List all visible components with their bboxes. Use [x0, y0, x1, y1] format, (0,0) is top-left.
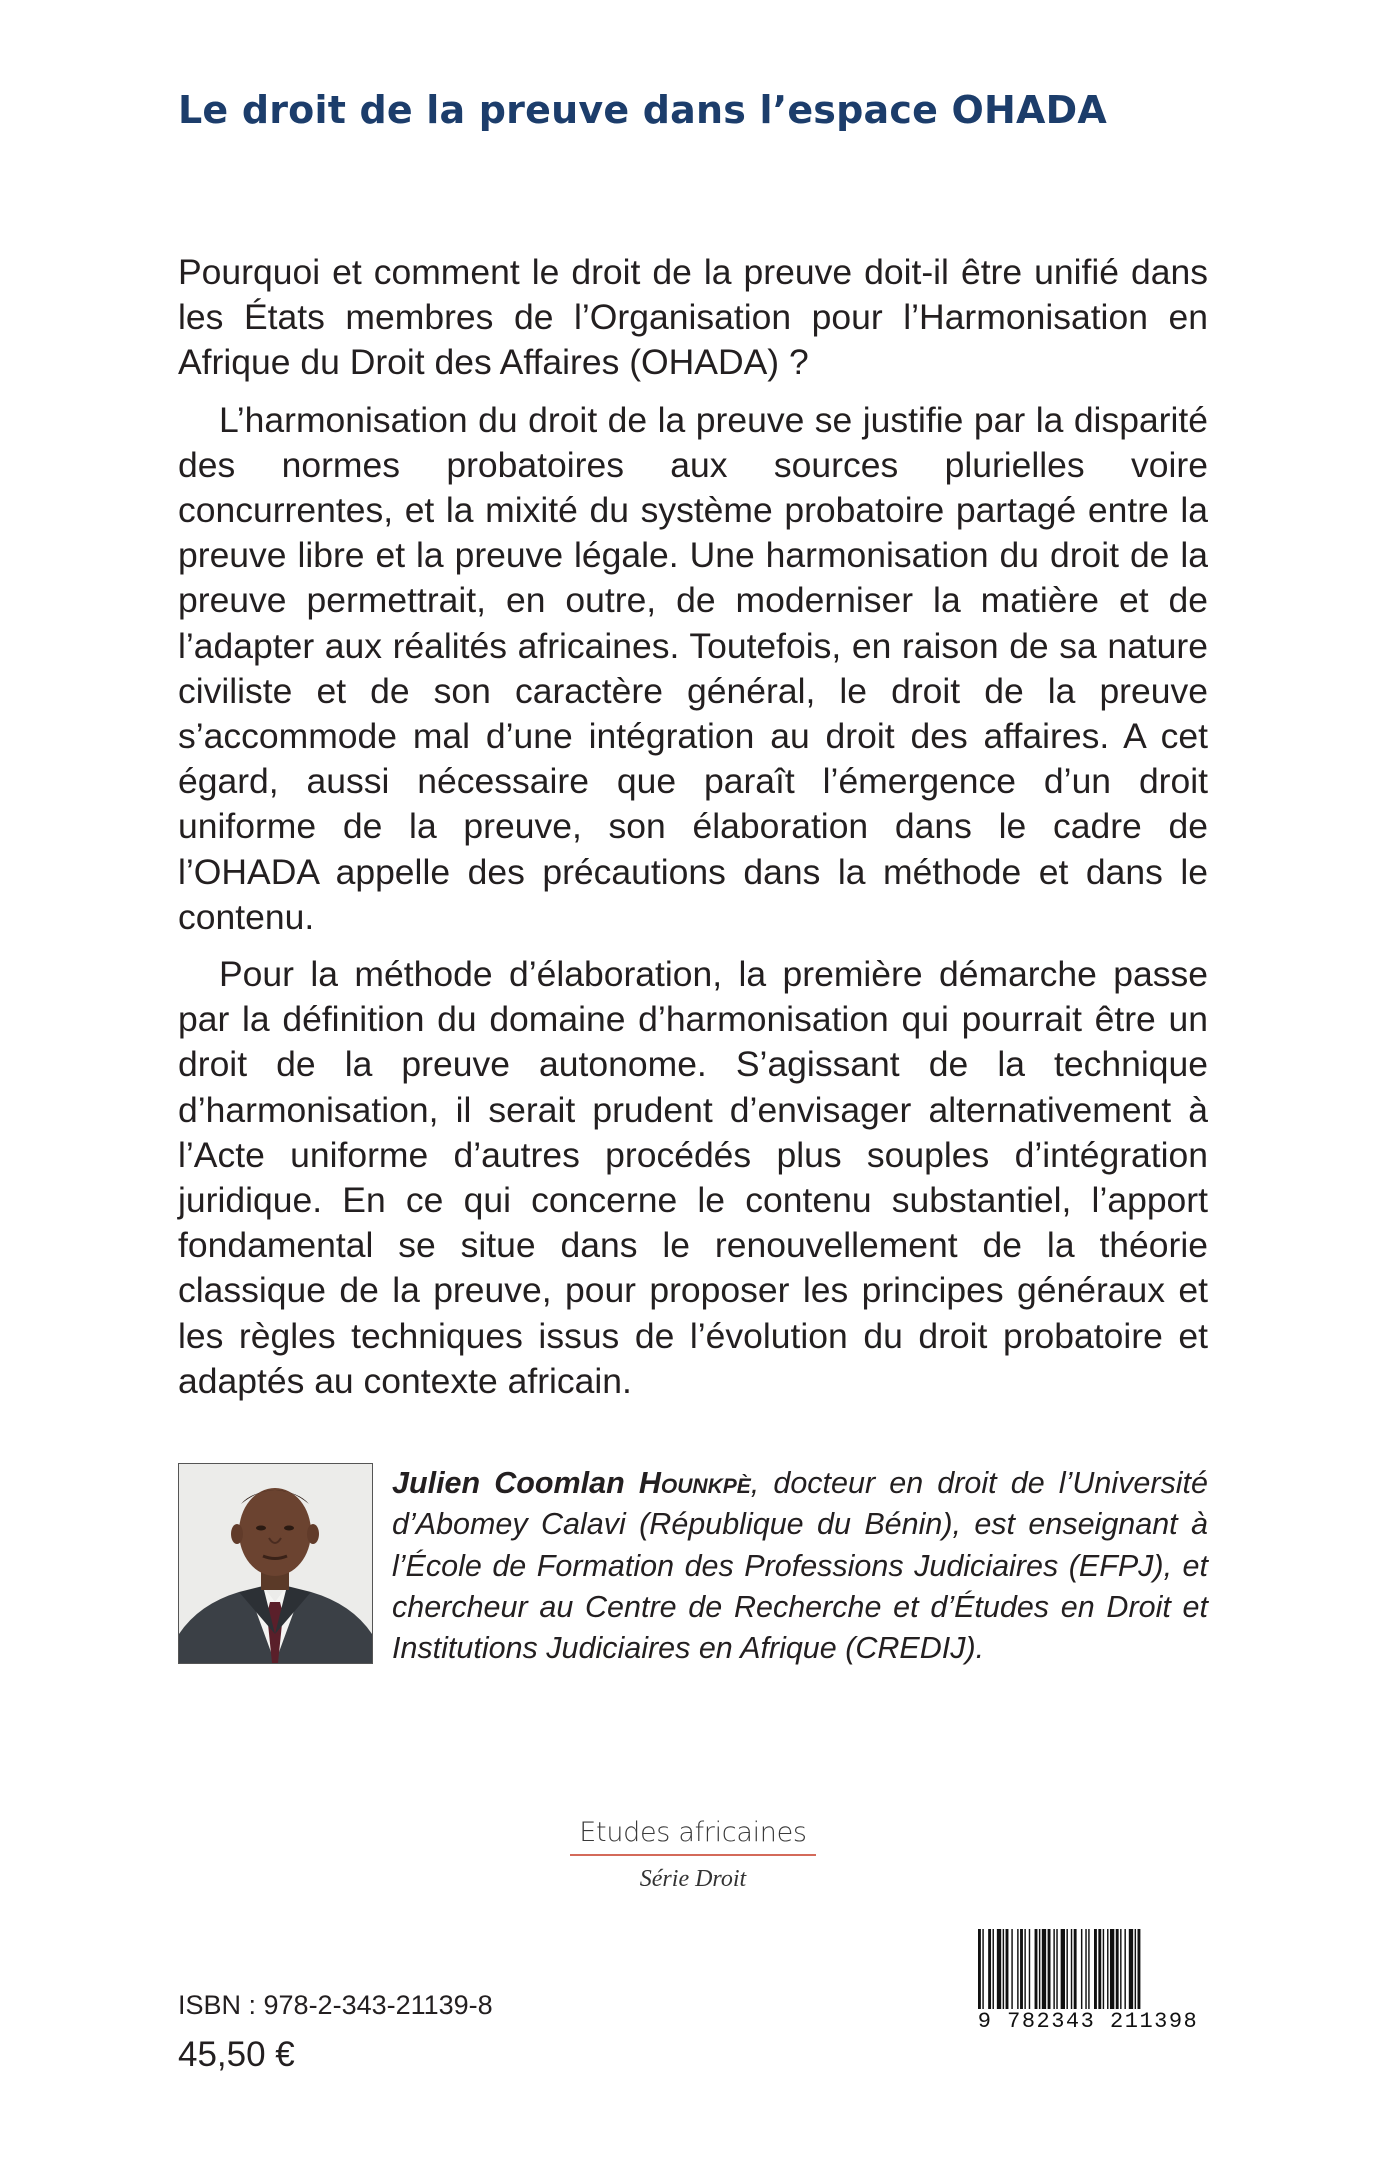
barcode-bar: [1071, 1929, 1072, 2009]
book-title: Le droit de la preuve dans l’espace OHADA: [178, 88, 1107, 132]
barcode-bar: [1098, 1929, 1101, 2009]
author-bio-text: , docteur en droit de l’Université d’Abomey Calavi (République du Bénin), est enseignant à l’École de Formation des Professions Judiciaires (EFPJ), et chercheur au Centre de Recherche et d’Études en Droit et Institutions Judiciaires en Afrique (CREDIJ).: [392, 1466, 1208, 1666]
barcode-bar: [1107, 1929, 1108, 2009]
barcode-bar: [1020, 1929, 1023, 2009]
barcode-bar: [1035, 1929, 1038, 2009]
isbn: ISBN : 978-2-343-21139-8: [178, 1990, 493, 2020]
barcode-bar: [1135, 1929, 1136, 2009]
summary-paragraph: Pour la méthode d’élaboration, la première démarche passe par la définition du domaine d’harmonisation qui pourrait être un droit de la preuve autonome. S’agissant de la technique d’harmonisation, il serait prudent d’envisager alternativement à l’Acte uniforme d’autres procédés plus souples d’intégration juridique. En ce qui concerne le contenu substantiel, l’apport fondamental se situe dans le renouvellement de la théorie classique de la preuve, pour proposer les principes généraux et les règles techniques issus de l’évolution du droit probatoire et adaptés au contexte africain.: [178, 954, 1208, 1401]
summary-text: [178, 250, 1208, 1404]
barcode-bar: [1116, 1929, 1119, 2009]
barcode-bar: [1120, 1929, 1121, 2009]
barcode-bar: [1011, 1929, 1012, 2009]
author-block: [178, 1463, 1208, 1666]
barcode-bar: [982, 1929, 983, 2009]
barcode-bar: [1081, 1929, 1082, 2009]
author-surname: Hounkpè: [638, 1466, 751, 1500]
barcode-bar: [1110, 1929, 1114, 2009]
barcode-bar: [1056, 1929, 1057, 2009]
barcode: [968, 1929, 1208, 2039]
price: 45,50 €: [178, 2035, 295, 2074]
barcode-bar: [1138, 1929, 1141, 2009]
barcode-bar: [1029, 1929, 1030, 2009]
summary-paragraph: Pourquoi et comment le droit de la preuve doit-il être unifié dans les États membres de l’Organisation pour l’Harmonisation en Afrique du Droit des Affaires (OHADA) ?: [178, 252, 1208, 383]
series-name: Etudes africaines: [579, 1817, 807, 1848]
barcode-bar: [1094, 1929, 1097, 2009]
barcode-bar: [1053, 1929, 1054, 2009]
barcode-bar: [1042, 1929, 1046, 2009]
barcode-bar: [1003, 1929, 1004, 2009]
author-photo: [178, 1463, 373, 1664]
series-block: [570, 1817, 816, 1893]
barcode-bar: [1061, 1929, 1065, 2009]
barcode-bar: [1085, 1929, 1086, 2009]
barcode-bar: [1024, 1929, 1025, 2009]
barcode-bar: [997, 1929, 1001, 2009]
author-first-names: Julien Coomlan: [392, 1466, 625, 1500]
barcode-bar: [988, 1929, 991, 2009]
barcode-bar: [1048, 1929, 1051, 2009]
barcode-digits: 9 782343 211398: [977, 2009, 1199, 2034]
barcode-bars-icon: [978, 1929, 1203, 2009]
series-subseries: Série Droit: [639, 1866, 747, 1892]
author-bio: [392, 1463, 1208, 1669]
barcode-bar: [1129, 1929, 1133, 2009]
barcode-bar: [1039, 1929, 1040, 2009]
author-portrait-icon: [179, 1464, 372, 1663]
barcode-bar: [1066, 1929, 1067, 2009]
barcode-bar: [1006, 1929, 1009, 2009]
summary-paragraph: L’harmonisation du droit de la preuve se justifie par la disparité des normes probatoires aux sources plurielles voire concurrentes, et la mixité du système probatoire partagé entre la preuve libre et la preuve légale. Une harmonisation du droit de la preuve permettrait, en outre, de moderniser la matière et de l’adapter aux réalités africaines. Toutefois, en raison de sa nature civiliste et de son caractère général, le droit de la preuve s’accommode mal d’une intégration au droit des affaires. A cet égard, aussi nécessaire que paraît l’émergence d’un droit uniforme de la preuve, son élaboration dans le cadre de l’OHADA appelle des précautions dans la méthode et dans le contenu.: [178, 399, 1208, 937]
barcode-bar: [1103, 1929, 1104, 2009]
barcode-bar: [1074, 1929, 1077, 2009]
barcode-bar: [978, 1929, 981, 2009]
barcode-bar: [993, 1929, 994, 2009]
barcode-bar: [1088, 1929, 1089, 2009]
barcode-bar: [1017, 1929, 1018, 2009]
series-divider: [570, 1854, 816, 1856]
barcode-bar: [1124, 1929, 1125, 2009]
